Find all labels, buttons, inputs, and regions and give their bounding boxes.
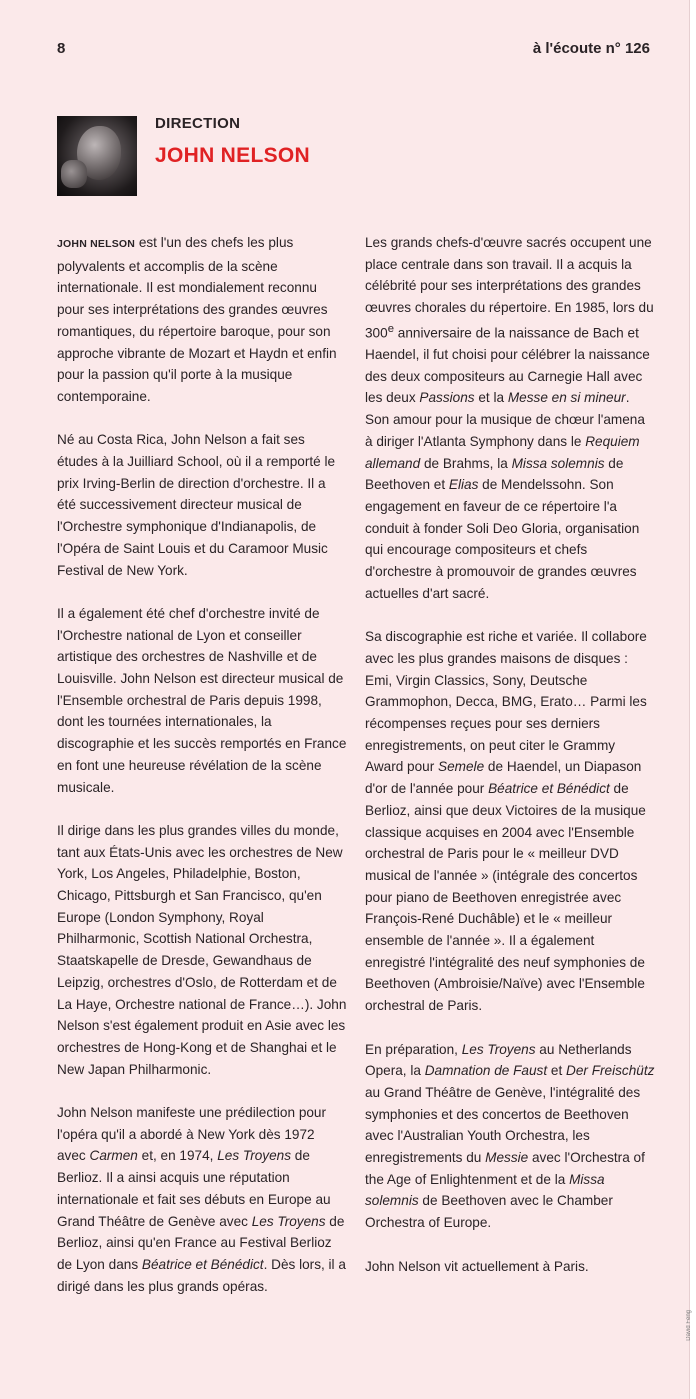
text: de Haendel, un Diapason d'or de l'année pour <box>365 759 642 797</box>
paragraph: John Nelson vit actuellement à Paris. <box>365 1258 589 1274</box>
text: de Mendelssohn. Son engagement en faveur de ce répertoire l'a conduit à fonder Soli Deo Gloria, organisation qui encourage compositeurs et chefs d'orchestre à promouvoir de grandes œuvres actuelles d'art sacré. <box>365 477 640 601</box>
text: . Son amour pour la musique de chœur l'amena à diriger l'Atlanta Symphony dans le <box>365 390 645 449</box>
work-title: Carmen <box>89 1148 138 1164</box>
paragraph: Il a également été chef d'orchestre invité de l'Orchestre national de Lyon et conseiller artistique des orchestres de Nashville et de Louisville. John Nelson est directeur musical de l'Ensemble orchestral de Paris depuis 1998, dont les tournées internationales, la discographie et les succès remportés en France en font une heureuse révélation de la scène musicale. <box>57 605 347 795</box>
text: Sa discographie est riche et variée. Il collabore avec les plus grandes maisons de disques : Emi, Virgin Classics, Sony, Deutsche Grammophon, Decca, BMG, Erato… Parmi les récompenses reçues pour ses derniers enregistrements, on peut citer le Grammy Award pour <box>365 629 647 775</box>
work-title: Messe en si mineur <box>507 390 626 406</box>
text: de Berlioz, ainsi qu'en France au Festival Berlioz de Lyon dans <box>57 1213 345 1272</box>
work-title: Damnation de Faust <box>424 1063 548 1079</box>
work-title: Der Freischütz <box>566 1063 655 1079</box>
text: au Netherlands Opera, la <box>365 1041 632 1079</box>
work-title: Missa solemnis <box>365 1171 605 1209</box>
paragraph: Né au Costa Rica, John Nelson a fait ses études à la Juilliard School, où il a remporté le prix Irving-Berlin de direction d'orchestre. Il a été successivement directeur musical de l'Orchestre symphonique d'Indianapolis, de l'Opéra de Saint Louis et du Caramoor Music Festival de New York. <box>57 432 336 578</box>
section-label: DIRECTION <box>155 115 241 132</box>
page-number: 8 <box>57 40 66 57</box>
work-title: Requiem allemand <box>365 433 640 471</box>
work-title: Béatrice et Bénédict <box>488 781 610 797</box>
work-title: Les Troyens <box>251 1213 326 1229</box>
text: de Brahms, la <box>420 455 512 471</box>
paragraph <box>57 1102 347 1297</box>
text: . Dès lors, il a dirigé dans les plus grands opéras. <box>57 1256 346 1294</box>
paragraph <box>57 232 347 408</box>
left-column <box>57 232 347 1319</box>
text: de Beethoven avec le Chamber Orchestra of Europe. <box>365 1193 613 1231</box>
text: de Berlioz. Il a ainsi acquis une réputation internationale et fait ses débuts en Europe au Grand Théâtre de Genève avec <box>57 1148 331 1229</box>
paragraph: Il dirige dans les plus grandes villes du monde, tant aux États-Unis avec les orchestres de New York, Los Angeles, Philadelphie, Boston, Chicago, Pittsburgh et San Francisco, qu'en Europe (London Symphony, Royal Philharmonic, Scottish National Orchestra, Staatskapelle de Dresde, Gewandhaus de Leipzig, orchestres d'Oslo, de Rotterdam et de La Haye, Orchestre national de France…). John Nelson s'est également produit en Asie avec les orchestres de Hong-Kong et de Shanghai et le New Japan Philharmonic. <box>57 822 347 1077</box>
work-title: Semele <box>438 759 485 775</box>
portrait-photo <box>57 116 137 196</box>
work-title: Elias <box>448 477 479 493</box>
paragraph <box>365 232 655 604</box>
text: John Nelson manifeste une prédilection pour l'opéra qu'il a abordé à New York dès 1972 avec <box>57 1105 327 1164</box>
text: Les grands chefs-d'œuvre sacrés occupent une place centrale dans son travail. Il a acquis la célébrité pour ses interprétations des grandes œuvres chorales du répertoire. En 1985, lors du 300 <box>365 235 654 341</box>
work-title: Les Troyens <box>461 1041 536 1057</box>
lead-name: JOHN NELSON <box>57 238 136 250</box>
work-title: Passions <box>419 390 475 406</box>
work-title: Messie <box>485 1150 529 1166</box>
page-edge <box>689 0 696 1399</box>
paragraph-text: est l'un des chefs les plus polyvalents et accomplis de la scène internationale. Il est mondialement reconnu pour ses interprétations des grandes œuvres romantiques, du répertoire baroque, pour son approche vibrante de Mozart et Haydn et enfin pour la passion qu'il porte à la musique contemporaine. <box>57 235 337 404</box>
text: et <box>547 1063 567 1079</box>
paragraph <box>365 1039 655 1234</box>
superscript: e <box>387 322 394 335</box>
work-title: Béatrice et Bénédict <box>141 1256 264 1272</box>
text: de Beethoven et <box>365 455 624 493</box>
text: anniversaire de la naissance de Bach et Haendel, il fut choisi pour célébrer la naissance des deux compositeurs au Carnegie Hall avec les deux <box>365 325 650 406</box>
work-title: Missa solemnis <box>511 455 605 471</box>
text: au Grand Théâtre de Genève, l'intégralité des symphonies et des concertos de Beethoven avec l'Australian Youth Orchestra, les enregistrements du <box>365 1084 641 1166</box>
issue-label: à l'écoute n° 126 <box>532 40 650 57</box>
text: de Berlioz, ainsi que deux Victoires de la musique classique acquises en 2004 avec l'Ensemble orchestral de Paris pour le « meilleur DVD musical de l'année » (intégrale des concertos pour piano de Beethoven enregistrée avec François-René Duchâble) et le « meilleur ensemble de l'année ». Il a également enregistré l'intégralité des neuf symphonies de Beethoven (Ambroisie/Naïve) avec l'Ensemble orchestral de Paris. <box>365 781 646 1014</box>
right-column <box>365 232 655 1299</box>
paragraph <box>365 626 655 1017</box>
text: et la <box>474 390 508 406</box>
photo-credit: David Feng <box>686 1310 692 1341</box>
text: En préparation, <box>365 1041 462 1057</box>
portrait-hand <box>61 160 87 188</box>
work-title: Les Troyens <box>217 1148 292 1164</box>
text: et, en 1974, <box>137 1148 218 1164</box>
text: avec l'Orchestra of the Age of Enlightenment et de la <box>365 1150 645 1187</box>
article-title: JOHN NELSON <box>155 144 310 167</box>
